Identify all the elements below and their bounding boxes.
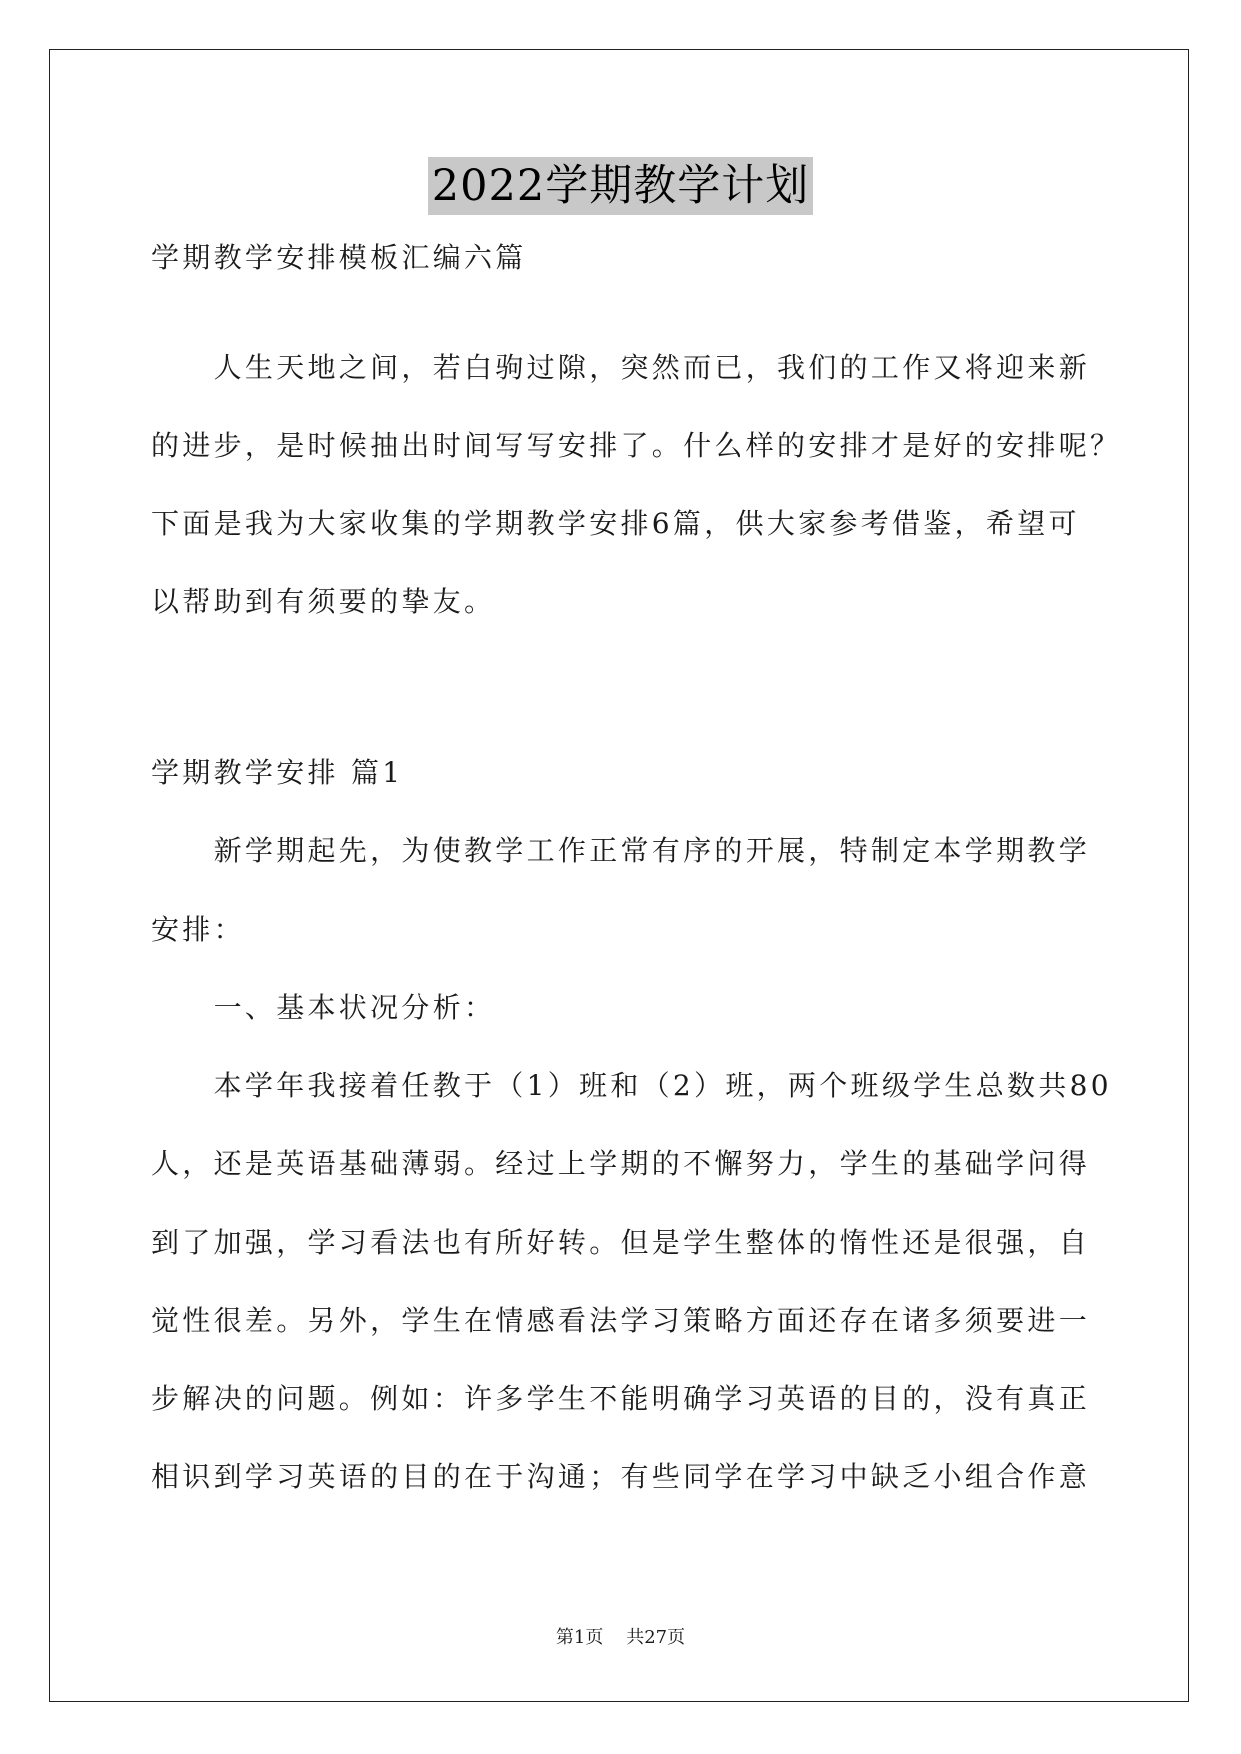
page-number-footer: 第1页 共27页 bbox=[555, 1627, 686, 1648]
title-container bbox=[0, 157, 1241, 215]
paragraph-line: 步解决的问题。例如：许多学生不能明确学习英语的目的，没有真正 bbox=[151, 1382, 1091, 1415]
paragraph-line: 一、基本状况分析： bbox=[151, 991, 496, 1024]
page-border bbox=[49, 49, 1189, 1702]
paragraph-line: 本学年我接着任教于（1）班和（2）班，两个班级学生总数共80 bbox=[151, 1069, 1112, 1102]
paragraph-line: 下面是我为大家收集的学期教学安排6篇，供大家参考借鉴，希望可 bbox=[151, 507, 1080, 540]
paragraph-line: 人，还是英语基础薄弱。经过上学期的不懈努力，学生的基础学问得 bbox=[151, 1147, 1091, 1180]
paragraph-line: 觉性很差。另外，学生在情感看法学习策略方面还存在诸多须要进一 bbox=[151, 1304, 1091, 1337]
paragraph-line: 相识到学习英语的目的在于沟通；有些同学在学习中缺乏小组合作意 bbox=[151, 1460, 1091, 1493]
paragraph-line: 人生天地之间，若白驹过隙，突然而已，我们的工作又将迎来新 bbox=[151, 351, 1091, 384]
section-heading: 学期教学安排 篇1 bbox=[151, 756, 404, 789]
paragraph-line: 的进步，是时候抽出时间写写安排了。什么样的安排才是好的安排呢？ bbox=[151, 429, 1122, 462]
paragraph-line: 安排： bbox=[151, 913, 245, 946]
document-title: 2022学期教学计划 bbox=[428, 157, 813, 215]
paragraph-line: 到了加强，学习看法也有所好转。但是学生整体的惰性还是很强，自 bbox=[151, 1226, 1091, 1259]
paragraph-line: 以帮助到有须要的挚友。 bbox=[151, 585, 496, 618]
paragraph-line: 新学期起先，为使教学工作正常有序的开展，特制定本学期教学 bbox=[151, 834, 1091, 867]
subtitle-line: 学期教学安排模板汇编六篇 bbox=[151, 241, 527, 274]
